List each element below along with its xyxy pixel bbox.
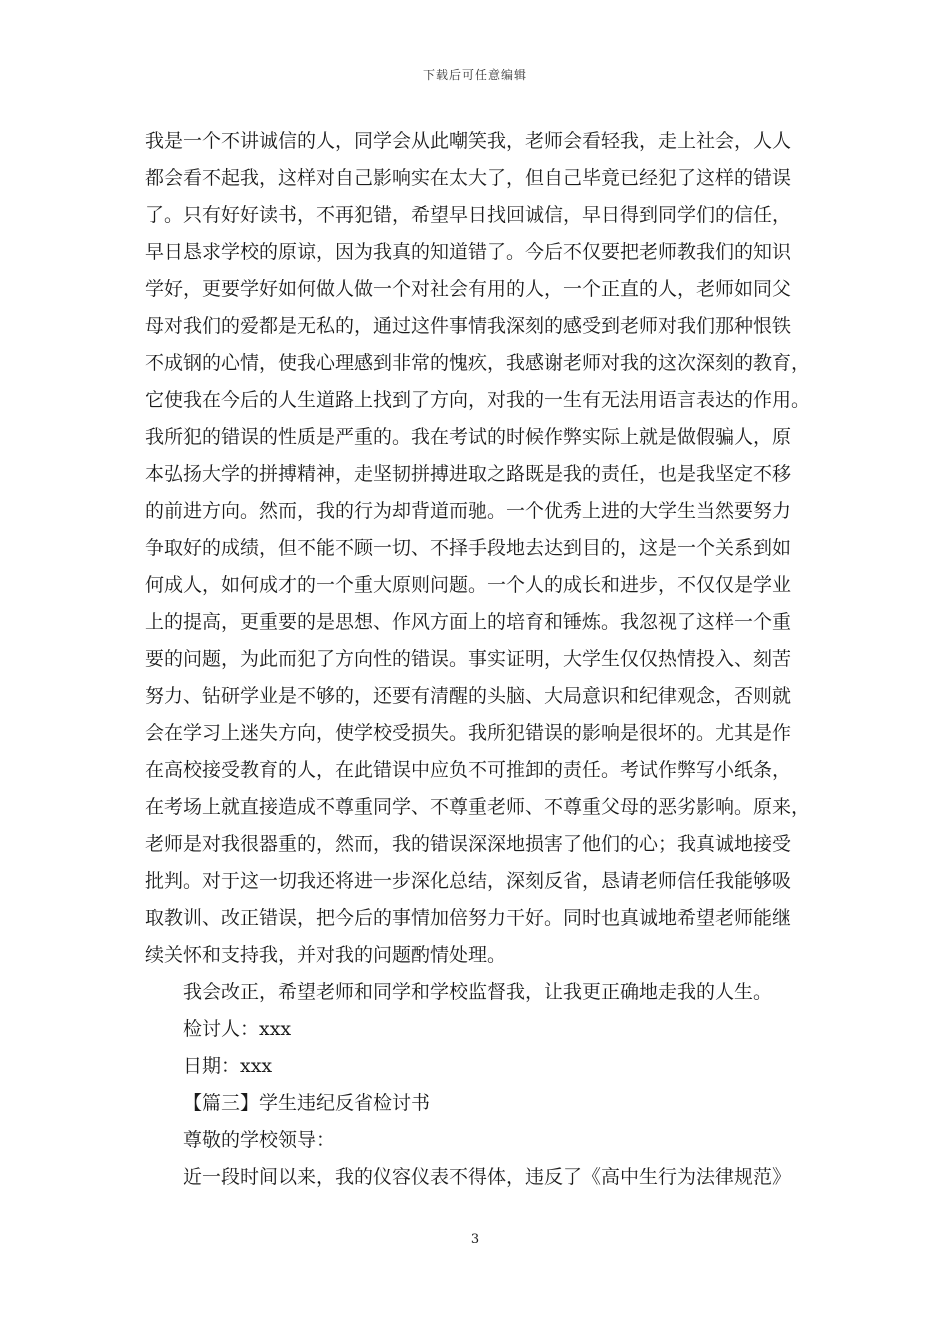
text-line: 了。只有好好读书，不再犯错，希望早日找回诚信，早日得到同学们的信任， <box>145 204 792 226</box>
text-line: 上的提高，更重要的是思想、作风方面上的培育和锤炼。我忽视了这样一个重 <box>145 611 792 633</box>
text-line: 它使我在今后的人生道路上找到了方向，对我的一生有无法用语言表达的作用。 <box>145 389 811 411</box>
text-line: 学好，更要学好如何做人做一个对社会有用的人，一个正直的人，老师如同父 <box>145 278 792 300</box>
signature-line: 检讨人：xxx <box>183 1018 292 1040</box>
text-line: 续关怀和支持我，并对我的问题酌情处理。 <box>145 944 507 966</box>
text-line: 不成钢的心情，使我心理感到非常的愧疚，我感谢老师对我的这次深刻的教育， <box>145 352 811 374</box>
paragraph-line: 近一段时间以来，我的仪容仪表不得体，违反了《高中生行为法律规范》 <box>183 1166 792 1188</box>
text-line: 早日恳求学校的原谅，因为我真的知道错了。今后不仅要把老师教我们的知识 <box>145 241 792 263</box>
text-line: 取教训、改正错误，把今后的事情加倍努力干好。同时也真诚地希望老师能继 <box>145 907 792 929</box>
date-line: 日期：xxx <box>183 1055 273 1077</box>
text-line: 我是一个不讲诚信的人，同学会从此嘲笑我，老师会看轻我，走上社会，人人 <box>145 130 792 152</box>
text-line: 我所犯的错误的性质是严重的。我在考试的时候作弊实际上就是做假骗人，原 <box>145 426 792 448</box>
text-line: 会在学习上迷失方向，使学校受损失。我所犯错误的影响是很坏的。尤其是作 <box>145 722 792 744</box>
text-line: 要的问题，为此而犯了方向性的错误。事实证明，大学生仅仅热情投入、刻苦 <box>145 648 792 670</box>
section-heading: 【篇三】学生违纪反省检讨书 <box>183 1092 431 1114</box>
text-line: 老师是对我很器重的，然而，我的错误深深地损害了他们的心；我真诚地接受 <box>145 833 792 855</box>
text-line: 在高校接受教育的人，在此错误中应负不可推卸的责任。考试作弊写小纸条， <box>145 759 792 781</box>
paragraph-line: 我会改正，希望老师和同学和学校监督我，让我更正确地走我的人生。 <box>183 981 773 1003</box>
page-header: 下载后可任意编辑 <box>422 68 527 82</box>
text-line: 在考场上就直接造成不尊重同学、不尊重老师、不尊重父母的恶劣影响。原来， <box>145 796 811 818</box>
text-line: 本弘扬大学的拼搏精神，走坚韧拼搏进取之路既是我的责任，也是我坚定不移 <box>145 463 792 485</box>
text-line: 争取好的成绩，但不能不顾一切、不择手段地去达到目的，这是一个关系到如 <box>145 537 792 559</box>
document-body <box>145 123 820 1196</box>
text-line: 的前进方向。然而，我的行为却背道而驰。一个优秀上进的大学生当然要努力 <box>145 500 792 522</box>
text-line: 何成人，如何成才的一个重大原则问题。一个人的成长和进步，不仅仅是学业 <box>145 574 792 596</box>
text-line: 批判。对于这一切我还将进一步深化总结，深刻反省，恳请老师信任我能够吸 <box>145 870 792 892</box>
text-line: 努力、钻研学业是不够的，还要有清醒的头脑、大局意识和纪律观念，否则就 <box>145 685 792 707</box>
text-line: 都会看不起我，这样对自己影响实在太大了，但自己毕竟已经犯了这样的错误 <box>145 167 792 189</box>
text-line: 母对我们的爱都是无私的，通过这件事情我深刻的感受到老师对我们那种恨铁 <box>145 315 792 337</box>
page-number: 3 <box>470 1232 480 1247</box>
salutation-line: 尊敬的学校领导： <box>183 1129 336 1151</box>
